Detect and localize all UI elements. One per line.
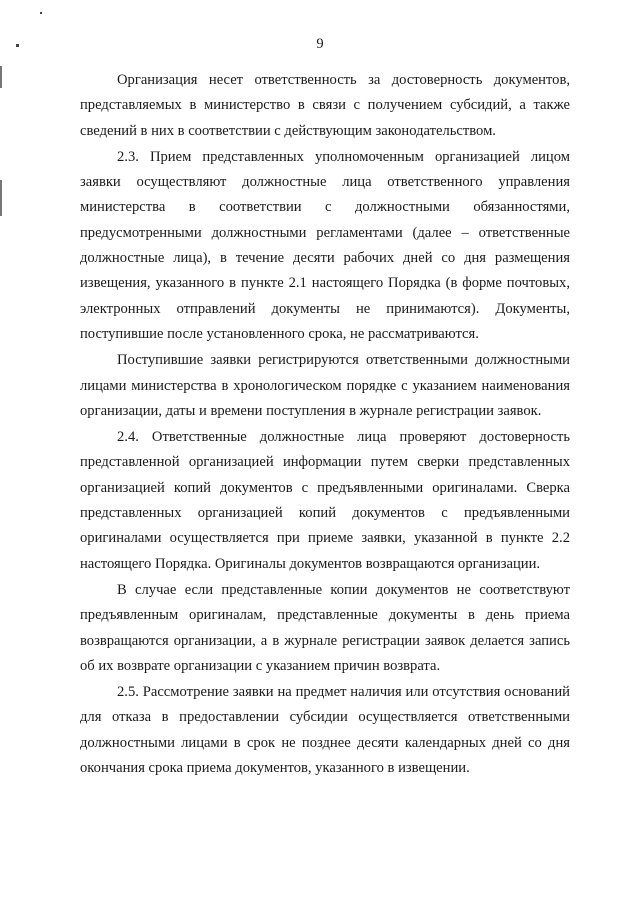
paragraph: Поступившие заявки регистрируются ответственными должностными лицами министерства в хронологическом порядке с указанием наименования организации, даты и времени поступления в журнале регистрации заявок. (80, 352, 570, 419)
paragraph: 2.4. Ответственные должностные лица проверяют достоверность представленной организацией информации путем сверки представленных организацией копий документов с предъявленными оригиналами. Сверка представленных организацией копий документов с предъявленными оригиналами осуществляется при приеме заявки, указанной в пункте 2.2 настоящего Порядка. Оригиналы документов возвращаются организации. (80, 429, 570, 572)
paragraph: 2.5. Рассмотрение заявки на предмет наличия или отсутствия оснований для отказа в предоставлении субсидии осуществляется ответственными должностными лицами в срок не позднее десяти календарных дней со дня окончания срока приема документов, указанного в извещении. (80, 684, 570, 777)
scan-artifact-dot (40, 12, 42, 14)
scan-artifact-edge (0, 66, 2, 88)
paragraph: Организация несет ответственность за достоверность документов, представляемых в министерство в связи с получением субсидий, а также сведений в них в соответствии с действующим законодательством. (80, 72, 570, 139)
scan-artifact-edge (0, 180, 2, 216)
document-body (80, 68, 570, 782)
paragraph: В случае если представленные копии документов не соответствуют предъявленным оригиналам, представленные документы в день приема возвращаются организации, а в журнале регистрации заявок делается запись об их возврате организации с указанием причин возврата. (80, 581, 570, 674)
paragraph: 2.3. Прием представленных уполномоченным организацией лицом заявки осуществляют должностные лица ответственного управления министерства в соответствии с должностными обязанностями, предусмотренными должностными регламентами (далее – ответственные должностные лица), в течение десяти рабочих дней со дня размещения извещения, указанного в пункте 2.1 настоящего Порядка (в форме почтовых, электронных отправлений документы не принимаются). Документы, поступившие после установленного срока, не рассматриваются. (80, 148, 570, 342)
page-number: 9 (316, 36, 324, 52)
